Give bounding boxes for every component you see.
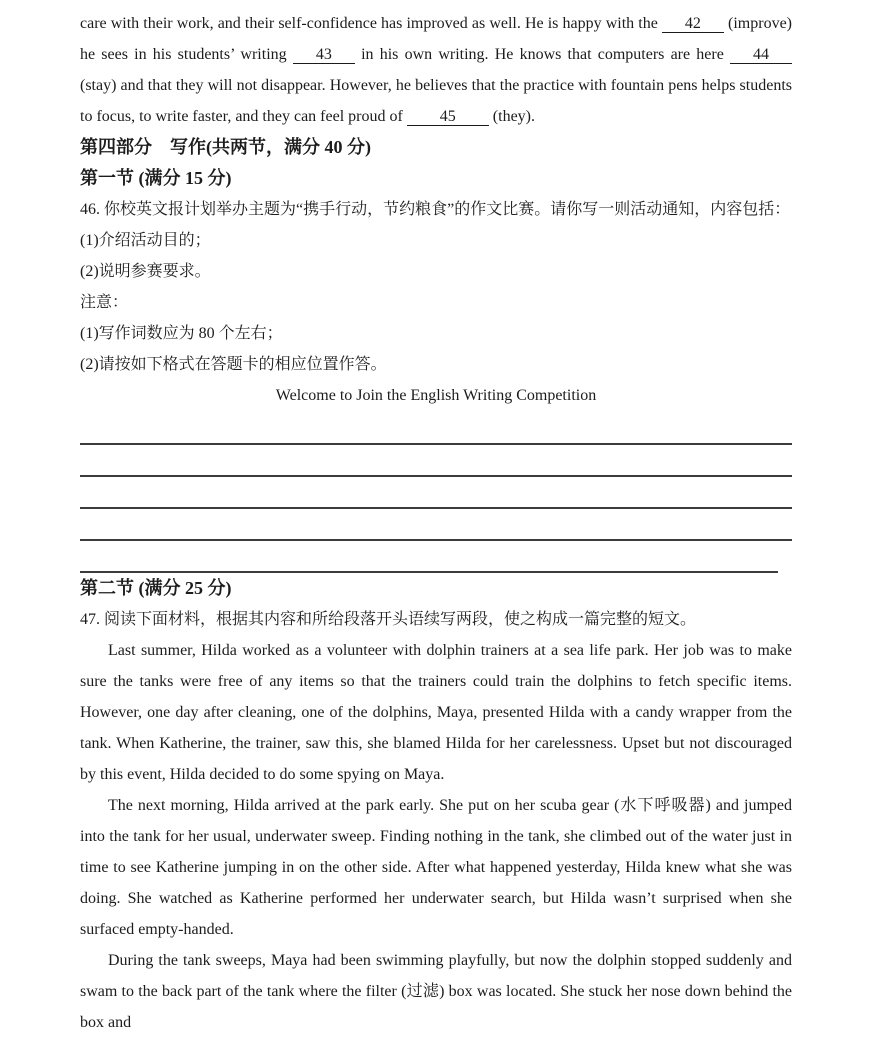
answer-lines-block bbox=[80, 411, 792, 573]
gapfill-text-5: (they). bbox=[492, 108, 535, 125]
part-two-heading: 第二节 (满分 25 分) bbox=[80, 578, 232, 598]
task-46-point-2: (2)说明参赛要求。 bbox=[80, 263, 211, 280]
section-four-heading: 第四部分 写作(共两节，满分 40 分) bbox=[80, 137, 371, 157]
answer-line bbox=[80, 413, 792, 445]
blank-45: 45 bbox=[407, 108, 489, 126]
blank-43: 43 bbox=[293, 46, 355, 64]
blank-42: 42 bbox=[662, 15, 724, 33]
gapfill-text-3: in his own writing. He knows that computers are here bbox=[361, 46, 724, 63]
task-46-point-1: (1)介绍活动目的； bbox=[80, 232, 211, 249]
task-46-intro: 46. 你校英文报计划举办主题为“携手行动，节约粮食”的作文比赛。请你写一则活动通知，内容包括： bbox=[80, 201, 791, 218]
answer-line bbox=[80, 509, 792, 541]
notice-item-2: (2)请按如下格式在答题卡的相应位置作答。 bbox=[80, 356, 387, 373]
blank-44: 44 bbox=[730, 46, 792, 64]
gapfill-text-1: care with their work, and their self-confidence has improved as well. He is happy with the bbox=[80, 15, 658, 32]
story-paragraph-1: Last summer, Hilda worked as a volunteer with dolphin trainers at a sea life park. Her job was to make sure the tanks were free of any items so that the trainers could train the dolphins to fetch specific items. However, one day after cleaning, one of the dolphins, Maya, presented Hilda with a candy wrapper from the tank. When Katherine, the trainer, saw this, she blamed Hilda for her carelessness. Upset but not discouraged by this event, Hilda decided to do some spying on Maya. bbox=[80, 642, 792, 783]
notice-label: 注意： bbox=[80, 294, 129, 311]
composition-title: Welcome to Join the English Writing Competition bbox=[275, 387, 597, 404]
gapfill-text-4: (stay) and that they will not disappear. However, he believes that the practice with fountain pens helps students to focus, to write faster, and they can feel proud of bbox=[80, 77, 792, 125]
story-paragraph-2: The next morning, Hilda arrived at the park early. She put on her scuba gear (水下呼吸器) and jumped into the tank for her usual, underwater sweep. Finding nothing in the tank, she climbed out of the water just in time to see Katherine jumping in on the other side. After what happened yesterday, Hilda knew what she was doing. She watched as Katherine performed her underwater search, but Hilda wasn’t surprised when she surfaced empty-handed. bbox=[80, 797, 792, 938]
gapfill-continuation-paragraph bbox=[80, 8, 792, 132]
notice-item-1: (1)写作词数应为 80 个左右； bbox=[80, 325, 283, 342]
answer-line bbox=[80, 541, 778, 573]
story-paragraph-3: During the tank sweeps, Maya had been swimming playfully, but now the dolphin stopped suddenly and swam to the back part of the tank where the filter (过滤) box was located. She stuck her nose down behind the box and bbox=[80, 952, 792, 1031]
answer-line bbox=[80, 477, 792, 509]
task-47-intro: 47. 阅读下面材料，根据其内容和所给段落开头语续写两段，使之构成一篇完整的短文。 bbox=[80, 611, 697, 628]
answer-line bbox=[80, 445, 792, 477]
gapfill-text-2: (improve) he sees in his students’ writing bbox=[80, 15, 793, 63]
part-one-heading: 第一节 (满分 15 分) bbox=[80, 168, 232, 188]
